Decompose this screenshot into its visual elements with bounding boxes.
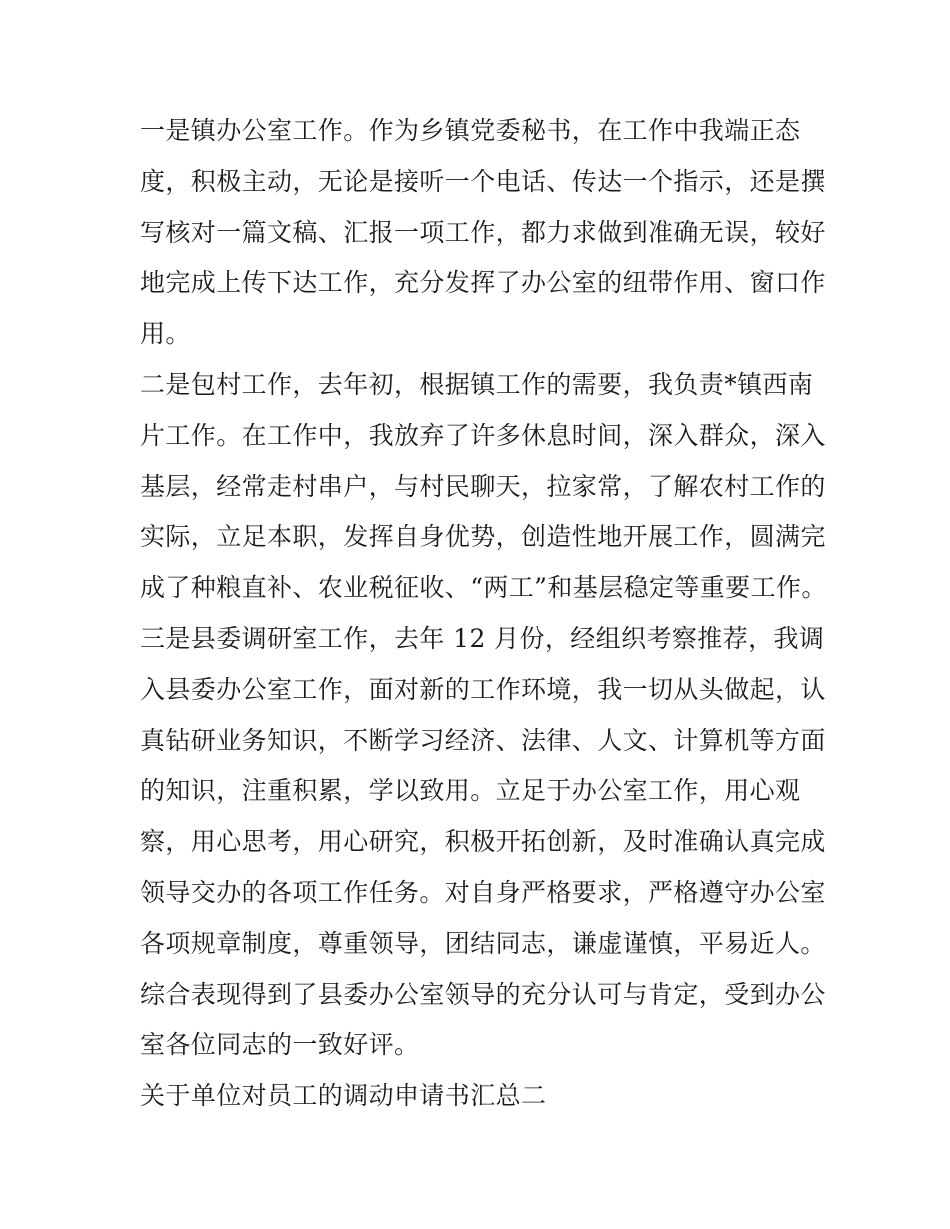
text-line: 写核对一篇文稿、汇报一项工作，都力求做到准确无误，较好 xyxy=(140,217,826,247)
text-line: 的知识，注重积累，学以致用。立足于办公室工作，用心观 xyxy=(140,776,801,806)
text-line: 入县委办公室工作，面对新的工作环境，我一切从头做起，认 xyxy=(140,674,826,704)
text-line: 地完成上传下达工作，充分发挥了办公室的纽带作用、窗口作 xyxy=(140,268,826,298)
document-body xyxy=(140,106,827,1122)
text-line: 用。 xyxy=(140,319,191,349)
text-line: 各项规章制度，尊重领导，团结同志，谦虚谨慎，平易近人。 xyxy=(140,928,826,958)
text-line: 成了种粮直补、农业税征收、“两工”和基层稳定等重要工作。 xyxy=(140,573,827,603)
text-line: 三是县委调研室工作，去年 12 月份，经组织考察推荐，我调 xyxy=(140,623,825,653)
section-heading xyxy=(140,1071,815,1122)
text-line: 关于单位对员工的调动申请书汇总二 xyxy=(140,1081,547,1111)
text-line: 片工作。在工作中，我放弃了许多休息时间，深入群众，深入 xyxy=(140,420,826,450)
paragraph-village-work xyxy=(140,360,827,614)
text-line: 察，用心思考，用心研究，积极开拓创新，及时准确认真完成 xyxy=(140,827,826,857)
text-line: 综合表现得到了县委办公室领导的充分认可与肯定，受到办公 xyxy=(140,979,826,1009)
text-line: 一是镇办公室工作。作为乡镇党委秘书，在工作中我端正态 xyxy=(140,116,801,145)
paragraph-county-research-office-work xyxy=(140,614,826,1071)
paragraph-town-office-work xyxy=(140,106,826,360)
text-line: 室各位同志的一致好评。 xyxy=(140,1030,420,1060)
text-line: 真钻研业务知识，不断学习经济、法律、人文、计算机等方面 xyxy=(140,725,826,755)
text-line: 度，积极主动，无论是接听一个电话、传达一个指示，还是撰 xyxy=(140,166,826,196)
text-line: 基层，经常走村串户，与村民聊天，拉家常，了解农村工作的 xyxy=(140,471,826,501)
text-line: 领导交办的各项工作任务。对自身严格要求，严格遵守办公室 xyxy=(140,877,826,907)
text-line: 二是包村工作，去年初，根据镇工作的需要，我负责*镇西南 xyxy=(140,369,814,399)
text-line: 实际，立足本职，发挥自身优势，创造性地开展工作，圆满完 xyxy=(140,522,826,552)
